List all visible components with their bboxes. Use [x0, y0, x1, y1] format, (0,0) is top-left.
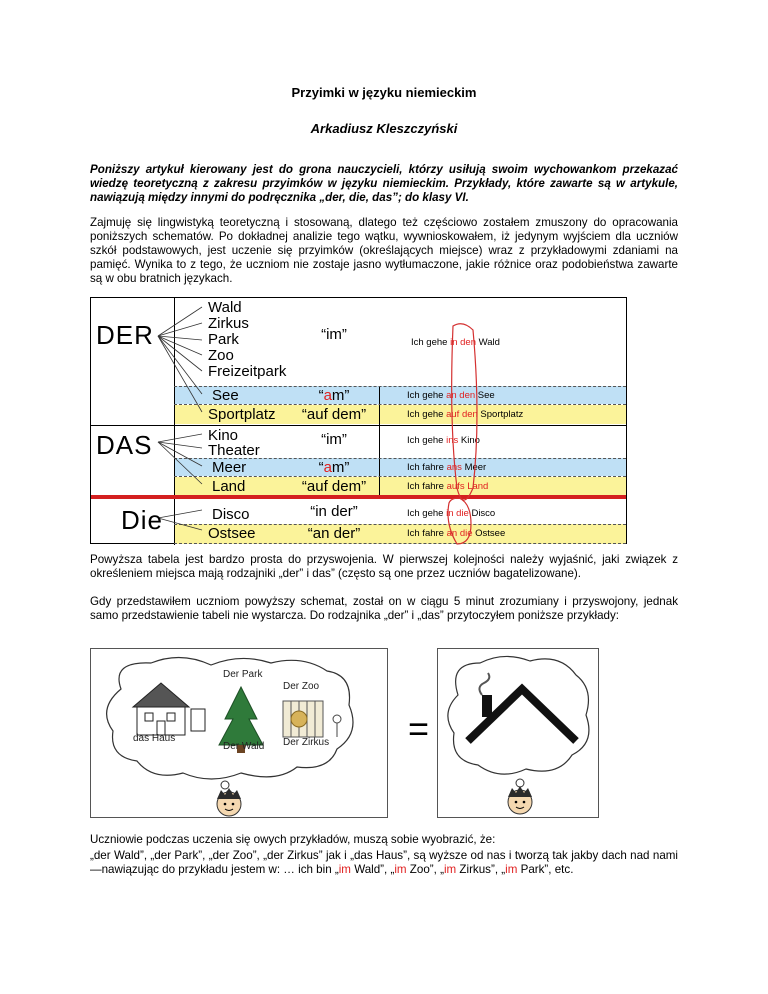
example-see: Ich gehe an den See — [407, 390, 495, 401]
equals-sign: = — [408, 708, 430, 749]
noun-freizeitpark: Freizeitpark — [208, 363, 287, 380]
example-disco: Ich gehe in die Disco — [407, 508, 496, 519]
page-title: Przyimki w języku niemieckim — [291, 85, 477, 100]
noun-see: See — [212, 387, 239, 404]
prep-in-der: “in der” — [310, 503, 358, 520]
prep-an-der: “an der” — [307, 525, 361, 542]
noun-theater: Theater — [208, 442, 260, 459]
example-meer: Ich fahre ans Meer — [407, 462, 487, 473]
noun-disco: Disco — [212, 506, 250, 523]
example-sportplatz: Ich gehe auf den Sportplatz — [407, 409, 524, 420]
article-das: DAS — [96, 430, 153, 460]
label-der-park: Der Park — [223, 669, 263, 680]
label-das-haus: das Haus — [133, 733, 176, 744]
author: Arkadiusz Kleszczyński — [310, 121, 458, 136]
label-der-zirkus: Der Zirkus — [283, 737, 330, 748]
noun-zirkus: Zirkus — [208, 315, 249, 332]
paragraph-3: Gdy przedstawiłem uczniom powyższy schemat, został on w ciągu 5 minut zrozumiany i przyswojony, jednak samo przedstawienie tabeli nie wystarcza. Do rodzajnika „der” i „das” przytoczyłem poniższe przykłady: — [90, 595, 678, 622]
paragraph-5: „der Wald”, „der Park”, „der Zoo”, „der Zirkus” jak i „das Haus”, są wyższe od nas i tworzą tak jakby dach nad nami—nawiązując do przykładu jestem w: … ich bin „im Wald”, „im Zoo”, „im Zirkus”, „im Park”, etc. — [90, 849, 678, 876]
example-land: Ich fahre aufs Land — [407, 481, 489, 492]
noun-land: Land — [212, 478, 246, 495]
example-ostsee: Ich fahre an die Ostsee — [407, 528, 506, 539]
noun-sportplatz: Sportplatz — [208, 406, 276, 423]
paragraph-1: Zajmuję się lingwistyką teoretyczną i stosowaną, dlatego też częściowo zostałem zmuszony do opracowania poniższych schematów. Po dokładnej analizie tego wątku, wywnioskowałem, iż jedynym wyjściem dla uczniów szkół podstawowych, jest uczenie się przyimków (określających miejsce) wraz z przykładowymi zdaniami na pamięć. Wynika to z tego, że uczniom nie zostaje jasno wytłumaczone, jakie różnice oraz podobieństwa zawarte są w obu bratnich językach. — [90, 216, 678, 285]
noun-wald: Wald — [208, 299, 242, 316]
figure-left — [90, 648, 388, 818]
noun-ostsee: Ostsee — [208, 525, 256, 542]
prep-am-der: “am” — [318, 387, 350, 404]
prep-auf-dem-der: “auf dem” — [301, 406, 367, 423]
prep-am-das: “am” — [318, 459, 350, 476]
highlight-ellipses — [91, 298, 628, 545]
noun-kino: Kino — [208, 427, 239, 444]
prep-im-der: “im” — [321, 326, 347, 343]
example-kino: Ich gehe ins Kino — [407, 435, 480, 446]
prep-auf-dem-das: “auf dem” — [301, 478, 367, 495]
noun-meer: Meer — [212, 459, 247, 476]
prep-im-das: “im” — [321, 431, 347, 448]
label-der-zoo: Der Zoo — [283, 681, 320, 692]
paragraph-2: Powyższa tabela jest bardzo prosta do przyswojenia. W pierwszej kolejności należy wyjaśnić, jaki związek z określeniem miejsca mają rodzajniki „der” i das” (często są one przez uczniów bagatelizowane). — [90, 553, 678, 580]
preposition-table — [90, 297, 627, 544]
thought-bubble-right — [438, 649, 598, 817]
noun-park: Park — [208, 331, 239, 348]
boy-icon — [217, 788, 241, 816]
figure-right — [437, 648, 599, 818]
article-der: DER — [96, 320, 154, 350]
label-der-wald: Der Wald — [223, 741, 265, 752]
paragraph-4: Uczniowie podczas uczenia się owych przykładów, muszą sobie wyobrazić, że: — [90, 833, 496, 846]
article-die: Die — [121, 505, 164, 535]
intro-paragraph: Poniższy artykuł kierowany jest do grona nauczycieli, którzy usiłują swoim wychowankom przekazać wiedzę teoretyczną z zakresu przyimków w języku niemieckim. Przykłady, które zawarte są w artykule, nawiązują między innymi do podręcznika „der, die, das”; do klasy VI. — [90, 163, 678, 204]
boy-icon-right — [508, 786, 532, 814]
example-wald: Ich gehe in den Wald — [411, 337, 500, 348]
noun-zoo: Zoo — [208, 347, 234, 364]
